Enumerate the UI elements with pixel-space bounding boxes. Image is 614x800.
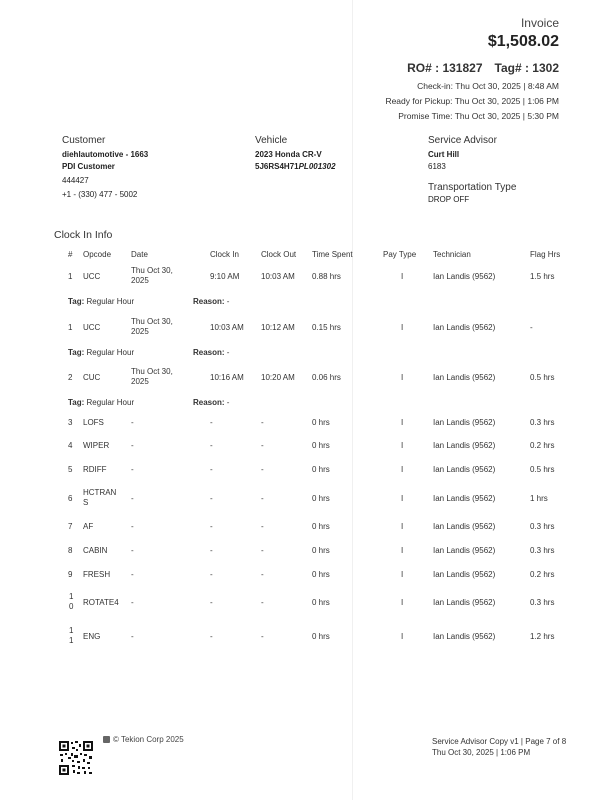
row-date-line2: 2025: [131, 327, 149, 336]
timing-info: [385, 79, 559, 124]
row-number: 4: [68, 441, 73, 450]
reason-info: [193, 398, 229, 407]
tag-label: Tag:: [68, 398, 85, 407]
row-time-spent: 0 hrs: [312, 598, 330, 607]
row-date: -: [131, 441, 134, 450]
row-number: 8: [68, 546, 73, 555]
row-clock-out: -: [261, 494, 264, 503]
vin-end: PL001302: [298, 162, 336, 171]
row-time-spent: 0 hrs: [312, 522, 330, 531]
col-number: #: [68, 250, 73, 259]
row-time-spent: 0 hrs: [312, 546, 330, 555]
row-flag-hrs: -: [530, 323, 533, 332]
row-time-spent: 0 hrs: [312, 465, 330, 474]
row-opcode: WIPER: [83, 441, 110, 450]
row-number-line2: 0: [69, 602, 74, 611]
row-opcode: CABIN: [83, 546, 108, 555]
row-clock-in: 10:16 AM: [210, 373, 244, 382]
invoice-title: Invoice: [520, 16, 559, 30]
vehicle-vin: [255, 161, 336, 173]
row-flag-hrs: 1.2 hrs: [530, 632, 555, 641]
row-flag-hrs: 1.5 hrs: [530, 272, 555, 281]
reason-label: Reason:: [193, 398, 225, 407]
col-clock-in: Clock In: [210, 250, 239, 259]
row-number: 2: [68, 373, 73, 382]
row-opcode: ENG: [83, 632, 101, 641]
row-date: -: [131, 546, 134, 555]
row-flag-hrs: 0.5 hrs: [530, 373, 555, 382]
row-clock-out: -: [261, 465, 264, 474]
row-opcode-line2: S: [83, 498, 89, 507]
row-number-line2: 1: [69, 636, 74, 645]
row-clock-out: -: [261, 418, 264, 427]
row-clock-in: -: [210, 598, 213, 607]
advisor-id: 6183: [428, 162, 446, 171]
row-technician: Ian Landis (9562): [433, 418, 496, 427]
row-date: [131, 266, 173, 286]
customer-type: PDI Customer: [62, 162, 115, 171]
row-number: 6: [68, 494, 73, 503]
row-opcode: CUC: [83, 373, 101, 382]
row-time-spent: 0.06 hrs: [312, 373, 341, 382]
row-clock-in: -: [210, 570, 213, 579]
row-number: 7: [68, 522, 73, 531]
customer-phone: +1 - (330) 477 - 5002: [62, 190, 138, 199]
ro-number: RO# : 131827: [407, 61, 483, 75]
row-number: [69, 626, 73, 646]
row-number: 1: [68, 272, 73, 281]
row-date: -: [131, 494, 134, 503]
row-opcode: RDIFF: [83, 465, 107, 474]
tag-value: Regular Hour: [86, 348, 135, 357]
ready-time: Ready for Pickup: Thu Oct 30, 2025 | 1:06 PM: [385, 96, 559, 106]
row-opcode: UCC: [83, 323, 101, 332]
row-technician: Ian Landis (9562): [433, 598, 496, 607]
row-date-line2: 2025: [131, 377, 149, 386]
row-pay-type: I: [401, 418, 404, 427]
row-flag-hrs: 0.2 hrs: [530, 570, 555, 579]
row-flag-hrs: 0.3 hrs: [530, 598, 555, 607]
row-clock-out: 10:20 AM: [261, 373, 295, 382]
tag-value: Regular Hour: [86, 297, 135, 306]
tag-info: [68, 348, 134, 357]
col-clock-out: Clock Out: [261, 250, 297, 259]
row-technician: Ian Landis (9562): [433, 494, 496, 503]
row-number: [69, 592, 73, 612]
invoice-header: [385, 16, 559, 124]
row-pay-type: I: [401, 570, 404, 579]
row-clock-in: -: [210, 494, 213, 503]
row-pay-type: I: [401, 632, 404, 641]
row-clock-out: -: [261, 598, 264, 607]
row-date-line2: 2025: [131, 276, 149, 285]
row-clock-in: -: [210, 441, 213, 450]
col-time-spent: Time Spent: [312, 250, 353, 259]
info-sections: [62, 135, 574, 215]
row-time-spent: 0 hrs: [312, 441, 330, 450]
row-technician: Ian Landis (9562): [433, 323, 496, 332]
tag-number: Tag# : 1302: [494, 61, 559, 75]
row-opcode: AF: [83, 522, 94, 531]
reason-value: -: [226, 348, 230, 357]
row-clock-in: -: [210, 465, 213, 474]
row-time-spent: 0 hrs: [312, 494, 330, 503]
col-date: Date: [131, 250, 148, 259]
row-clock-in: -: [210, 632, 213, 641]
row-pay-type: I: [401, 522, 404, 531]
row-clock-in: -: [210, 546, 213, 555]
row-clock-in: 9:10 AM: [210, 272, 240, 281]
row-technician: Ian Landis (9562): [433, 546, 496, 555]
row-clock-out: -: [261, 522, 264, 531]
tag-info: [68, 297, 134, 306]
row-clock-in: -: [210, 418, 213, 427]
row-time-spent: 0 hrs: [312, 570, 330, 579]
row-number: 9: [68, 570, 73, 579]
customer-section: [62, 135, 148, 201]
row-clock-in: -: [210, 522, 213, 531]
transportation-value: DROP OFF: [428, 195, 470, 204]
row-opcode: [83, 488, 116, 508]
reason-value: -: [226, 398, 230, 407]
row-flag-hrs: 0.3 hrs: [530, 418, 555, 427]
row-flag-hrs: 0.2 hrs: [530, 441, 555, 450]
row-date: -: [131, 632, 134, 641]
row-time-spent: 0 hrs: [312, 418, 330, 427]
row-technician: Ian Landis (9562): [433, 522, 496, 531]
row-pay-type: I: [401, 598, 404, 607]
row-opcode: LOFS: [83, 418, 104, 427]
tag-value: Regular Hour: [86, 398, 135, 407]
row-date-line1: Thu Oct 30,: [131, 367, 173, 376]
row-date-line1: Thu Oct 30,: [131, 266, 173, 275]
tag-info: [68, 398, 134, 407]
page-footer-info: [432, 736, 566, 758]
row-date: -: [131, 570, 134, 579]
row-pay-type: I: [401, 323, 404, 332]
row-technician: Ian Landis (9562): [433, 373, 496, 382]
row-date: -: [131, 522, 134, 531]
reason-info: [193, 348, 229, 357]
col-opcode: Opcode: [83, 250, 112, 259]
col-technician: Technician: [433, 250, 471, 259]
row-date: -: [131, 465, 134, 474]
row-date: -: [131, 598, 134, 607]
row-clock-out: -: [261, 441, 264, 450]
row-number: 3: [68, 418, 73, 427]
row-date: -: [131, 418, 134, 427]
row-opcode: UCC: [83, 272, 101, 281]
row-pay-type: I: [401, 465, 404, 474]
ro-tag-line: [385, 61, 559, 75]
reason-value: -: [226, 297, 230, 306]
row-time-spent: 0 hrs: [312, 632, 330, 641]
copyright-label: © Tekion Corp 2025: [113, 735, 184, 744]
row-date: [131, 367, 173, 387]
row-time-spent: 0.88 hrs: [312, 272, 341, 281]
transportation-heading: Transportation Type: [428, 182, 517, 193]
row-opcode: FRESH: [83, 570, 111, 579]
row-clock-out: 10:12 AM: [261, 323, 295, 332]
copyright-text: [103, 735, 184, 744]
vin-start: 5J6RS4H71: [255, 162, 299, 171]
row-clock-out: -: [261, 546, 264, 555]
tag-label: Tag:: [68, 348, 85, 357]
vehicle-model: 2023 Honda CR-V: [255, 150, 322, 159]
row-technician: Ian Landis (9562): [433, 570, 496, 579]
vehicle-heading: Vehicle: [255, 135, 288, 146]
row-clock-out: -: [261, 570, 264, 579]
customer-heading: Customer: [62, 135, 106, 146]
reason-info: [193, 297, 229, 306]
invoice-total: $1,508.02: [487, 33, 559, 50]
advisor-name: Curt Hill: [428, 150, 460, 159]
row-clock-in: 10:03 AM: [210, 323, 244, 332]
qr-code-icon: [58, 740, 94, 776]
row-number: 1: [68, 323, 73, 332]
row-time-spent: 0.15 hrs: [312, 323, 341, 332]
row-pay-type: I: [401, 546, 404, 555]
row-technician: Ian Landis (9562): [433, 272, 496, 281]
row-technician: Ian Landis (9562): [433, 632, 496, 641]
row-flag-hrs: 0.3 hrs: [530, 522, 555, 531]
advisor-section: [428, 135, 516, 206]
col-pay-type: Pay Type: [383, 250, 417, 259]
row-pay-type: I: [401, 441, 404, 450]
row-number-line1: 1: [69, 626, 74, 635]
row-technician: Ian Landis (9562): [433, 441, 496, 450]
page-fold-line: [352, 0, 353, 800]
row-date: [131, 317, 173, 337]
row-clock-out: -: [261, 632, 264, 641]
promise-time: Promise Time: Thu Oct 30, 2025 | 5:30 PM: [398, 111, 559, 121]
row-opcode: ROTATE4: [83, 598, 119, 607]
tag-label: Tag:: [68, 297, 85, 306]
row-pay-type: I: [401, 272, 404, 281]
row-technician: Ian Landis (9562): [433, 465, 496, 474]
row-date-line1: Thu Oct 30,: [131, 317, 173, 326]
customer-id: 444427: [62, 176, 89, 185]
row-number: 5: [68, 465, 73, 474]
advisor-heading: Service Advisor: [428, 135, 497, 146]
row-pay-type: I: [401, 373, 404, 382]
row-flag-hrs: 1 hrs: [530, 494, 548, 503]
clock-in-title: Clock In Info: [54, 229, 113, 241]
row-flag-hrs: 0.5 hrs: [530, 465, 555, 474]
customer-name: diehlautomotive - 1663: [62, 150, 149, 159]
row-pay-type: I: [401, 494, 404, 503]
tekion-logo-icon: [103, 736, 110, 743]
reason-label: Reason:: [193, 348, 225, 357]
copy-page-line: Service Advisor Copy v1 | Page 7 of 8: [432, 737, 567, 746]
footer-date-line: Thu Oct 30, 2025 | 1:06 PM: [432, 748, 531, 757]
col-flag-hrs: Flag Hrs: [530, 250, 561, 259]
row-opcode-line1: HCTRAN: [83, 488, 117, 497]
row-flag-hrs: 0.3 hrs: [530, 546, 555, 555]
checkin-time: Check-in: Thu Oct 30, 2025 | 8:48 AM: [417, 81, 559, 91]
row-clock-out: 10:03 AM: [261, 272, 295, 281]
row-number-line1: 1: [69, 592, 74, 601]
reason-label: Reason:: [193, 297, 225, 306]
vehicle-section: [255, 135, 336, 173]
